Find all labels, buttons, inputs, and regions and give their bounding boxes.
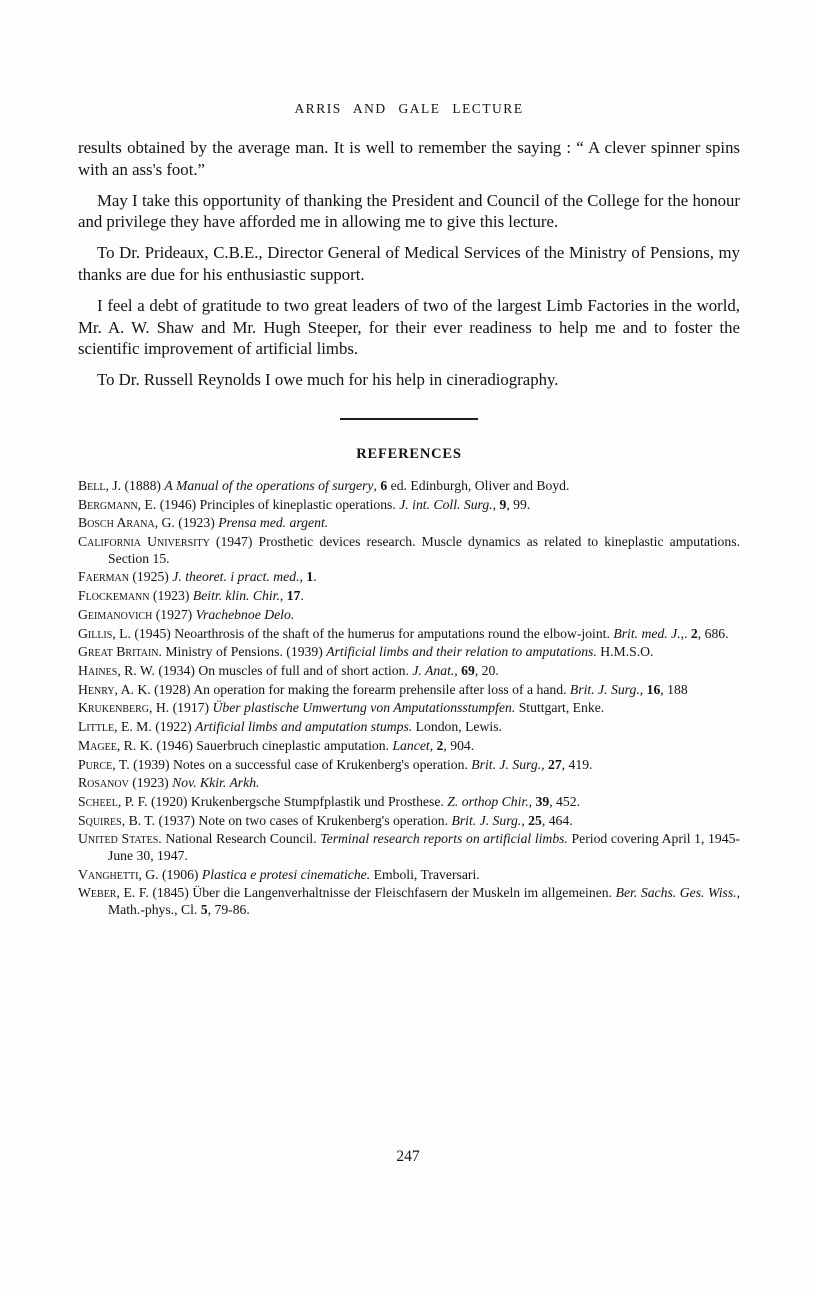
reference-segment: (1946) Sauerbruch cineplastic amputation.	[152, 737, 393, 753]
reference-segment: Purce, T.	[78, 756, 130, 772]
reference-segment: , 904.	[443, 737, 475, 753]
running-head: ARRIS AND GALE LECTURE	[294, 101, 524, 116]
reference-segment: 2	[690, 625, 698, 641]
reference-segment: ,	[541, 756, 548, 772]
reference-item	[78, 588, 740, 605]
reference-segment: 39	[535, 793, 550, 809]
reference-segment: .	[313, 569, 317, 585]
reference-segment: ed. Edinburgh, Oliver and Boyd.	[387, 477, 570, 493]
reference-item	[78, 534, 740, 567]
reference-segment: Gillis, L.	[78, 625, 131, 641]
reference-item	[78, 569, 740, 586]
reference-segment: 2	[436, 737, 444, 753]
reference-segment: 25	[528, 812, 542, 828]
reference-segment: (1906)	[158, 866, 202, 882]
reference-segment: Great Britain.	[78, 644, 162, 660]
reference-segment: Brit. J. Surg.	[471, 756, 542, 772]
reference-segment: Nov. Kkir. Arkh.	[172, 775, 260, 791]
reference-segment: 16	[646, 681, 661, 697]
reference-segment: Ber. Sachs. Ges. Wiss.	[615, 885, 737, 901]
reference-segment: , 419.	[561, 756, 593, 772]
reference-segment: (1946) Principles of kineplastic operations.	[156, 496, 400, 512]
reference-segment: 9	[499, 496, 507, 512]
reference-segment: (1922)	[151, 719, 196, 735]
reference-item	[78, 757, 740, 774]
reference-segment: Beitr. klin. Chir.	[192, 588, 280, 604]
reference-segment: ,	[279, 588, 287, 604]
reference-segment: (1923)	[174, 515, 219, 531]
reference-segment: , 79-86.	[207, 902, 250, 918]
reference-segment: ,	[299, 569, 307, 585]
reference-segment: , 452.	[549, 793, 580, 809]
paragraph: May I take this opportunity of thanking the President and Council of the College for the honour and privilege they have afforded me in allowing me to give this lecture.	[78, 190, 740, 232]
reference-segment: Scheel, P. F.	[78, 793, 148, 809]
reference-segment: Plastica e protesi cinematiche.	[201, 866, 371, 882]
reference-segment: Magee, R. K.	[78, 737, 153, 753]
reference-segment: National Research Council.	[161, 831, 321, 847]
reference-segment: 27	[547, 756, 562, 772]
reference-segment: Prensa med. argent.	[218, 515, 329, 531]
reference-segment: (1927)	[152, 606, 196, 622]
reference-segment: , 464.	[541, 812, 573, 828]
reference-item	[78, 775, 740, 792]
reference-segment: Henry, A. K.	[78, 681, 151, 697]
reference-segment: Vrachebnoe Delo.	[195, 606, 295, 622]
reference-segment: (1923)	[128, 775, 173, 791]
content-column	[78, 0, 740, 921]
reference-segment: (1888)	[121, 477, 165, 493]
reference-segment: (1845) Über die Langenverhaltnisse der Fleischfasern der Muskeln im allgemeinen.	[148, 885, 616, 901]
reference-segment: Stuttgart, Enke.	[515, 700, 605, 716]
reference-segment: Terminal research reports on artificial limbs.	[320, 831, 568, 847]
reference-segment: (1945) Neoarthrosis of the shaft of the humerus for amputations round the elbow-joint.	[130, 625, 614, 641]
reference-segment: (1939) Notes on a successful case of Krukenberg's operation.	[129, 756, 472, 772]
reference-segment: (1928) An operation for making the forearm prehensile after loss of a hand.	[150, 681, 570, 697]
references-heading: REFERENCES	[356, 445, 462, 462]
reference-item	[78, 644, 740, 661]
reference-segment: 69	[461, 663, 475, 678]
reference-item	[78, 515, 740, 532]
reference-segment: 5	[200, 902, 208, 918]
reference-segment: Vanghetti, G.	[78, 866, 159, 882]
paragraph: I feel a debt of gratitude to two great leaders of two of the largest Limb Factories in the world, Mr. A. W. Shaw and Mr. Hugh Steeper, for their ever readiness to help me and to foster the scientific improvement of artificial limbs.	[78, 295, 740, 359]
reference-item	[78, 682, 740, 699]
reference-item	[78, 738, 740, 755]
reference-segment: Period covering April 1, 1945-June 30, 1947.	[108, 831, 740, 864]
paragraph: results obtained by the average man. It is well to remember the saying : “ A clever spinner spins with an ass's foot.”	[78, 138, 740, 179]
reference-segment: Bergmann, E.	[78, 496, 157, 512]
reference-segment: (1920) Krukenbergsche Stumpfplastik und Prosthese.	[147, 793, 448, 809]
references-list	[78, 478, 740, 919]
reference-segment: .	[300, 588, 304, 604]
reference-segment: , Math.-phys., Cl.	[108, 885, 740, 918]
reference-segment: J. int. Coll. Surg.	[399, 496, 493, 512]
reference-segment: , 686.	[697, 625, 729, 641]
reference-segment: H.M.S.O.	[596, 644, 654, 660]
reference-item	[78, 478, 740, 495]
reference-item	[78, 794, 740, 811]
reference-segment: ,	[639, 681, 647, 697]
reference-segment: (1923)	[149, 588, 193, 604]
reference-segment: , 20.	[474, 663, 499, 678]
reference-segment: California University	[78, 534, 210, 550]
reference-segment: Artificial limbs and amputation stumps.	[195, 719, 413, 735]
reference-segment: Brit. med. J.	[613, 625, 681, 641]
reference-segment: 1	[306, 569, 314, 585]
reference-segment: (1937) Note on two cases of Krukenberg's operation.	[155, 812, 452, 828]
reference-item	[78, 663, 740, 680]
reference-segment: London, Lewis.	[412, 719, 502, 735]
reference-segment: Lancet	[392, 737, 430, 753]
body-text	[78, 137, 740, 391]
reference-segment: Faerman	[78, 569, 129, 585]
reference-segment: Brit. J. Surg.	[451, 812, 522, 828]
reference-segment: J. theoret. i pract. med.	[172, 569, 300, 585]
reference-segment: Bell, J.	[78, 477, 122, 493]
section-divider	[340, 418, 478, 420]
reference-item	[78, 719, 740, 736]
page-number: 247	[396, 1148, 420, 1165]
reference-item	[78, 497, 740, 514]
reference-item	[78, 867, 740, 884]
reference-segment: ,	[454, 663, 462, 678]
reference-segment: (1925)	[128, 569, 173, 585]
reference-segment: (1934) On muscles of full and of short action.	[154, 663, 413, 678]
reference-segment: (1917)	[169, 700, 213, 716]
reference-segment: Emboli, Traversari.	[370, 866, 480, 882]
reference-segment: ,	[492, 496, 500, 512]
reference-segment: 6	[380, 477, 388, 493]
reference-segment: Brit. J. Surg.	[569, 681, 640, 697]
paragraph: To Dr. Prideaux, C.B.E., Director General of Medical Services of the Ministry of Pensions, my thanks are due for his enthusiastic support.	[78, 243, 740, 284]
reference-segment: 17	[286, 588, 301, 604]
reference-item	[78, 626, 740, 643]
reference-segment: ,	[429, 737, 437, 753]
reference-segment: Artificial limbs and their relation to amputations.	[326, 644, 597, 660]
reference-segment: ,.	[680, 625, 691, 641]
reference-item	[78, 813, 740, 830]
reference-segment: Weber, E. F.	[78, 885, 149, 901]
reference-segment: Little, E. M.	[78, 719, 152, 735]
reference-segment: ,	[521, 812, 529, 828]
reference-segment: Über plastische Umwertung von Amputationsstumpfen.	[212, 700, 516, 716]
reference-segment: A Manual of the operations of surgery	[164, 477, 374, 493]
reference-segment: Ministry of Pensions. (1939)	[161, 644, 327, 660]
reference-item	[78, 885, 740, 918]
reference-segment: ,	[373, 477, 381, 493]
reference-segment: Squires, B. T.	[78, 812, 156, 828]
reference-segment: United States.	[78, 831, 162, 847]
reference-segment: J. Anat.	[412, 663, 455, 678]
reference-segment: Krukenberg, H.	[78, 700, 170, 716]
reference-segment: Flockemann	[78, 588, 150, 604]
reference-segment: Geimanovich	[78, 606, 153, 622]
reference-segment: , 99.	[506, 496, 531, 512]
reference-segment: Z. orthop Chir.	[447, 793, 529, 809]
reference-item	[78, 700, 740, 717]
paragraph: To Dr. Russell Reynolds I owe much for his help in cineradiography.	[97, 370, 559, 390]
reference-segment: , 188	[660, 681, 688, 697]
reference-item	[78, 607, 740, 624]
reference-segment: Haines, R. W.	[78, 663, 155, 678]
reference-segment: Rosanov	[78, 775, 129, 791]
reference-segment: ,	[528, 793, 536, 809]
reference-item	[78, 831, 740, 864]
reference-segment: Bosch Arana, G.	[78, 515, 175, 531]
reference-segment: (1947) Prosthetic devices research. Muscle dynamics as related to kineplastic amputations. Section 15.	[108, 534, 740, 566]
